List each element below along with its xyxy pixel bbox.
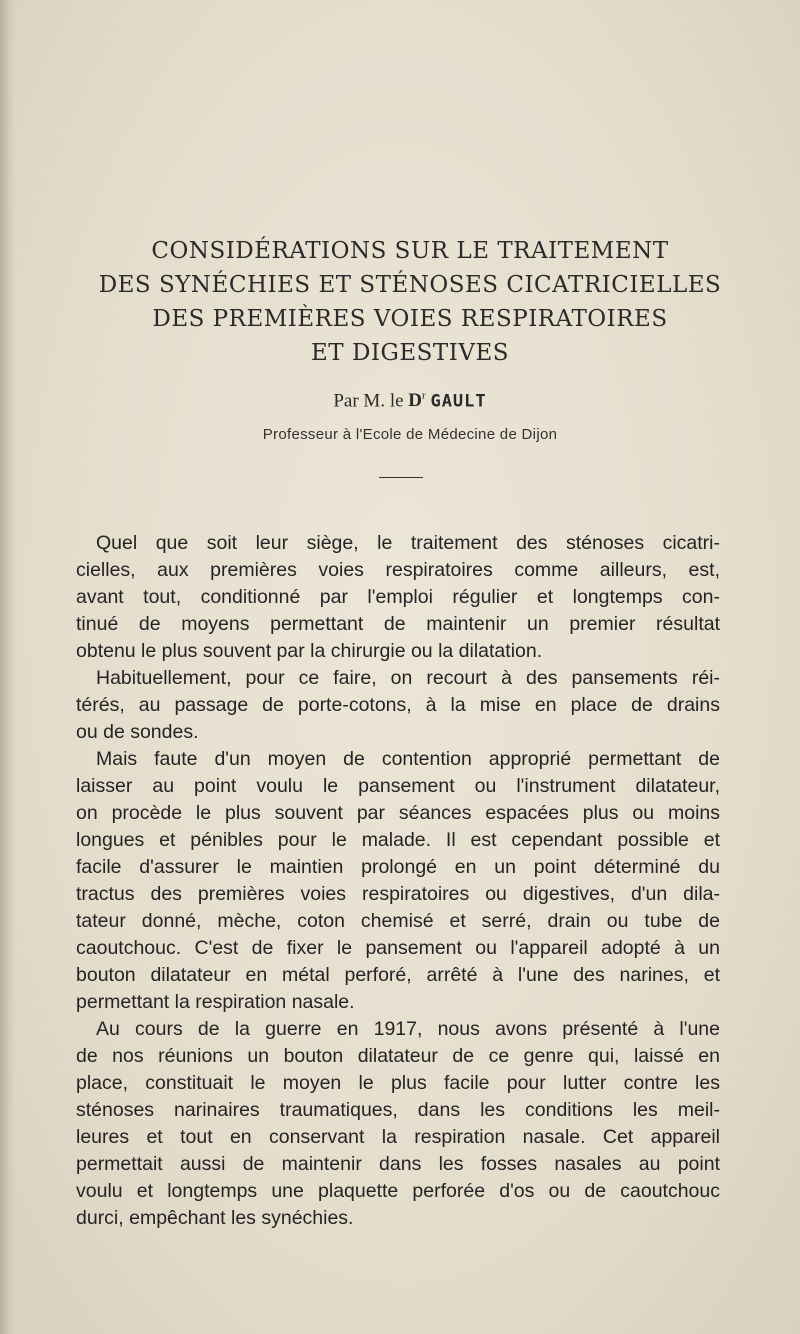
body-line: Au cours de la guerre en 1917, nous avons présenté à l'une <box>96 1018 720 1040</box>
title-line: ET DIGESTIVES <box>311 340 509 366</box>
author-affiliation: Professeur à l'Ecole de Médecine de Dijon <box>262 426 558 443</box>
separator-rule <box>379 477 423 478</box>
body-line: tractus des premières voies respiratoires ou digestives, d'un dila- <box>76 883 720 905</box>
body-line: longues et pénibles pour le malade. Il est cependant possible et <box>76 829 720 851</box>
page-binding-edge <box>0 0 16 1334</box>
body-line: place, constituait le moyen le plus facile pour lutter contre les <box>76 1072 720 1094</box>
author-byline <box>60 390 760 412</box>
title-line: CONSIDÉRATIONS SUR LE TRAITEMENT <box>151 238 669 264</box>
body-line: avant tout, conditionné par l'emploi régulier et longtemps con- <box>76 586 720 608</box>
body-line: bouton dilatateur en métal perforé, arrêté à l'une des narines, et <box>76 964 720 986</box>
body-line: leures et tout en conservant la respiration nasale. Cet appareil <box>76 1126 720 1148</box>
body-line: obtenu le plus souvent par la chirurgie ou la dilatation. <box>76 640 543 662</box>
body-line: ou de sondes. <box>76 721 199 743</box>
author-name: GAULT <box>430 391 487 412</box>
doctor-abbrev: D <box>408 390 423 412</box>
body-line: caoutchouc. C'est de fixer le pansement ou l'appareil adopté à un <box>76 937 720 959</box>
title-line: DES SYNÉCHIES ET STÉNOSES CICATRICIELLES <box>98 272 722 298</box>
body-line: térés, au passage de porte-cotons, à la mise en place de drains <box>76 694 720 716</box>
doctor-title <box>408 390 425 411</box>
body-line: laisser au point voulu le pansement ou l'instrument dilatateur, <box>76 775 720 797</box>
article-body <box>76 530 720 1232</box>
body-line: Habituellement, pour ce faire, on recourt à des pansements réi- <box>96 667 720 689</box>
body-line: sténoses narinaires traumatiques, dans les conditions les meil- <box>76 1099 720 1121</box>
body-line: on procède le plus souvent par séances espacées plus ou moins <box>76 802 720 824</box>
title-line: DES PREMIÈRES VOIES RESPIRATOIRES <box>152 306 668 332</box>
body-line: tateur donné, mèche, coton chemisé et serré, drain ou tube de <box>76 910 720 932</box>
body-line: voulu et longtemps une plaquette perforée d'os ou de caoutchouc <box>76 1180 720 1202</box>
body-line: permettant la respiration nasale. <box>76 991 355 1013</box>
body-line: de nos réunions un bouton dilatateur de ce genre qui, laissé en <box>76 1045 720 1067</box>
body-line: Mais faute d'un moyen de contention approprié permettant de <box>96 748 720 770</box>
body-line: permettait aussi de maintenir dans les fosses nasales au point <box>76 1153 720 1175</box>
byline-prefix: Par M. le <box>333 390 404 412</box>
body-line: durci, empêchant les synéchies. <box>76 1207 354 1229</box>
article-title <box>60 234 760 370</box>
body-line: tinué de moyens permettant de maintenir un premier résultat <box>76 613 720 635</box>
body-line: facile d'assurer le maintien prolongé en un point déterminé du <box>76 856 720 878</box>
body-line: Quel que soit leur siège, le traitement des sténoses cicatri- <box>96 532 720 554</box>
doctor-sup: r <box>422 390 426 402</box>
body-line: cielles, aux premières voies respiratoires comme ailleurs, est, <box>76 559 720 581</box>
